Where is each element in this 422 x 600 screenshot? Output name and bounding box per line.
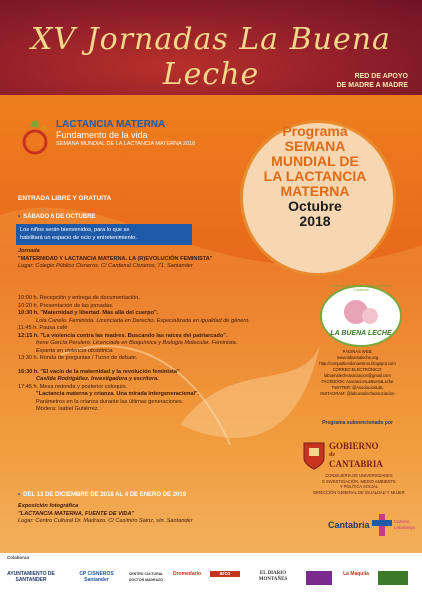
gobierno-dept bbox=[303, 473, 415, 495]
sponsor-logo: La Maquila bbox=[343, 571, 369, 577]
entrada-libre: ENTRADA LIBRE Y GRATUITA bbox=[18, 195, 112, 202]
program-line-5: MATERNA bbox=[280, 183, 350, 199]
ninos-notice bbox=[16, 224, 192, 245]
schedule-item: 11:45 h. Pausa café bbox=[18, 325, 68, 331]
expo-title: "LACTANCIA MATERNA, FUENTE DE VIDA" bbox=[18, 510, 135, 517]
logo-line-3: SEMANA MUNDIAL DE LA LACTANCIA MATERNA 2018 bbox=[56, 141, 196, 147]
logo-line-1: LACTANCIA MATERNA bbox=[56, 119, 166, 130]
program-line-6: Octubre bbox=[288, 198, 342, 214]
contact-info bbox=[300, 349, 415, 397]
schedule-item: 12:15 h. "La violencia contra las madres. Buscando las raíces del patriarcado". bbox=[18, 332, 228, 339]
program-line-4: LA LACTANCIA bbox=[263, 168, 367, 184]
sponsor-logo: EL DIARIO MONTAÑÉS bbox=[258, 571, 288, 582]
bullet-icon: • bbox=[18, 492, 21, 498]
lactancia-logo-icon bbox=[18, 116, 52, 158]
schedule-item: Experta en violencia obstétrica. bbox=[36, 347, 114, 354]
gobierno-dept-line: Y POLÍTICA SOCIAL bbox=[339, 484, 379, 489]
cantabria-sub-line-1: Camino bbox=[394, 519, 410, 524]
schedule-item: 16:30 h. "El vacío de la maternidad y la revolución feminista" bbox=[18, 368, 180, 375]
schedule-item: Lola Canelo. Feminista. Licenciada en Derecho. Especializada en igualdad de género. bbox=[36, 317, 250, 324]
subvencionado-label: Programa subvencionado por bbox=[322, 420, 393, 426]
cantabria-logo bbox=[328, 514, 418, 539]
sponsor-logo bbox=[378, 571, 408, 585]
schedule-item: 10:20 h. Presentación de las jornadas. bbox=[18, 302, 114, 309]
sponsor-logo bbox=[306, 571, 332, 585]
gobierno-dept-line: CONSEJERÍA DE UNIVERSIDADES bbox=[325, 473, 393, 478]
section1-date bbox=[18, 214, 95, 220]
footer-band bbox=[0, 553, 422, 600]
lbl-logo-text: LA BUENA LECHE bbox=[330, 330, 392, 337]
jornada-block bbox=[18, 248, 258, 271]
ninos-line-2: habilitará un espacio de ocio y entretenimiento. bbox=[20, 234, 137, 241]
bullet-icon: • bbox=[18, 214, 21, 220]
ninos-line-1: Los niños serán bienvenidos, para lo que se bbox=[20, 227, 130, 233]
schedule-item: 17:45 h. Mesa redonda y posterior coloquio. bbox=[18, 383, 128, 390]
sponsor-logo: Dromedario bbox=[172, 571, 202, 577]
section2-date-text: DEL 13 DE DICIEMBRE DE 2018 AL 4 DE ENERO DE 2019 bbox=[23, 492, 187, 498]
schedule-item: "Lactancia materna y crianza. Una mirada intergeneracional". bbox=[36, 391, 200, 397]
contact-line: FACEBOOK: AsociacionLaBuenaLeche bbox=[321, 379, 394, 384]
sponsor-logo: AYUNTAMIENTO DE SANTANDER bbox=[7, 571, 55, 583]
section1-date-text: SÁBADO 6 DE OCTUBRE bbox=[23, 214, 96, 220]
schedule-item: Modera: Isabel Gutiérrez. bbox=[36, 406, 100, 412]
lactancia-logo bbox=[18, 116, 218, 176]
contact-line: PÁGINAS WEB: bbox=[342, 349, 373, 354]
sponsor-logo: arco bbox=[210, 571, 240, 577]
contact-line: INSTAGRAM: @labuenalecheasociacion bbox=[320, 391, 395, 396]
schedule-item: 10:30 h. "Maternidad y libertad. Más allá del cuerpo". bbox=[18, 310, 159, 316]
gobierno-title bbox=[329, 442, 383, 469]
schedule-item: Casilda Rodrigáñez. Investigadora y escritora. bbox=[36, 376, 159, 382]
colaboran-label: Colaboran bbox=[7, 555, 30, 560]
red-apoyo-text bbox=[337, 72, 408, 90]
schedule-item: Irene García Perulero. Licenciada en Bioquímica y Biología Molecular. Feminista. bbox=[36, 340, 238, 346]
cantabria-name: Cantabria bbox=[328, 520, 370, 530]
jornada-lugar: Lugar: Colegio Público Cisneros. C/ Cardenal Cisneros, 71. Santander bbox=[18, 263, 193, 269]
program-line-2: SEMANA bbox=[284, 138, 346, 154]
contact-line: http://compartiendonuestros.blogspot.com bbox=[319, 361, 396, 366]
program-line-7: 2018 bbox=[299, 213, 331, 229]
cantabria-sub-line-2: Lebaniego bbox=[394, 524, 416, 530]
schedule-item: 13:30 h. Ronda de preguntas / Turno de debate. bbox=[18, 355, 138, 361]
section2-date bbox=[18, 492, 186, 498]
red-apoyo-line-1: RED DE APOYO bbox=[354, 73, 408, 80]
gobierno-dept-line: DIRECCIÓN GENERAL DE IGUALDAD Y MUJER bbox=[313, 489, 405, 495]
sponsor-logo: CENTRO CULTURAL DOCTOR MADRAZO bbox=[128, 572, 164, 582]
lbl-logo-arc: Grupo de Apoyo a la Lactancia Materna Cantabria bbox=[330, 284, 392, 292]
schedule-item: 10:00 h. Recepción y entrega de documentación. bbox=[18, 295, 140, 301]
jornada-label: Jornada bbox=[18, 248, 40, 254]
logo-line-2: Fundamento de la vida bbox=[56, 130, 148, 140]
contact-line: CORREO ELECTRÓNICO: bbox=[332, 367, 383, 372]
contact-line: TWITTER: @AsociacionLBL bbox=[331, 385, 384, 390]
gobierno-line-1: GOBIERNO bbox=[329, 441, 379, 451]
jornada-title: "MATERNIDAD Y LACTANCIA MATERNA. LA (R)EVOLUCIÓN FEMINISTA" bbox=[18, 255, 213, 262]
program-text bbox=[240, 124, 390, 229]
cantabria-sub bbox=[394, 519, 415, 530]
red-apoyo-line-2: DE MADRE A MADRE bbox=[336, 82, 408, 89]
program-line-3: MUNDIAL DE bbox=[271, 153, 359, 169]
expo-label: Exposición fotográfica bbox=[18, 503, 79, 509]
sponsor-logo: CP CISNEROS Santander bbox=[79, 571, 114, 583]
contact-line: www.labuenaleche.org bbox=[336, 355, 379, 360]
schedule bbox=[18, 295, 308, 414]
gobierno-dept-line: E INVESTIGACIÓN, MEDIO AMBIENTE bbox=[322, 478, 396, 484]
gobierno-cantabria-logo bbox=[303, 436, 415, 498]
program-line-1: Programa bbox=[282, 123, 348, 139]
page-title: XV Jornadas La Buena Leche bbox=[31, 22, 391, 92]
la-buena-leche-logo bbox=[318, 282, 404, 348]
cross-icon bbox=[372, 514, 392, 536]
expo-lugar: Lugar: Centro Cultural Dr. Madrazo. C/ Casimiro Sainz, s/n. Santander bbox=[18, 518, 193, 524]
expo-block bbox=[18, 503, 308, 526]
gobierno-line-2: de bbox=[329, 452, 335, 458]
cantabria-shield-icon bbox=[303, 442, 325, 470]
schedule-item: Parámetros en la crianza durante las últimas generaciones. bbox=[36, 398, 184, 405]
contact-line: labuenalecheasociacion@gmail.com bbox=[324, 373, 391, 378]
gobierno-line-3: CANTABRIA bbox=[329, 459, 383, 469]
